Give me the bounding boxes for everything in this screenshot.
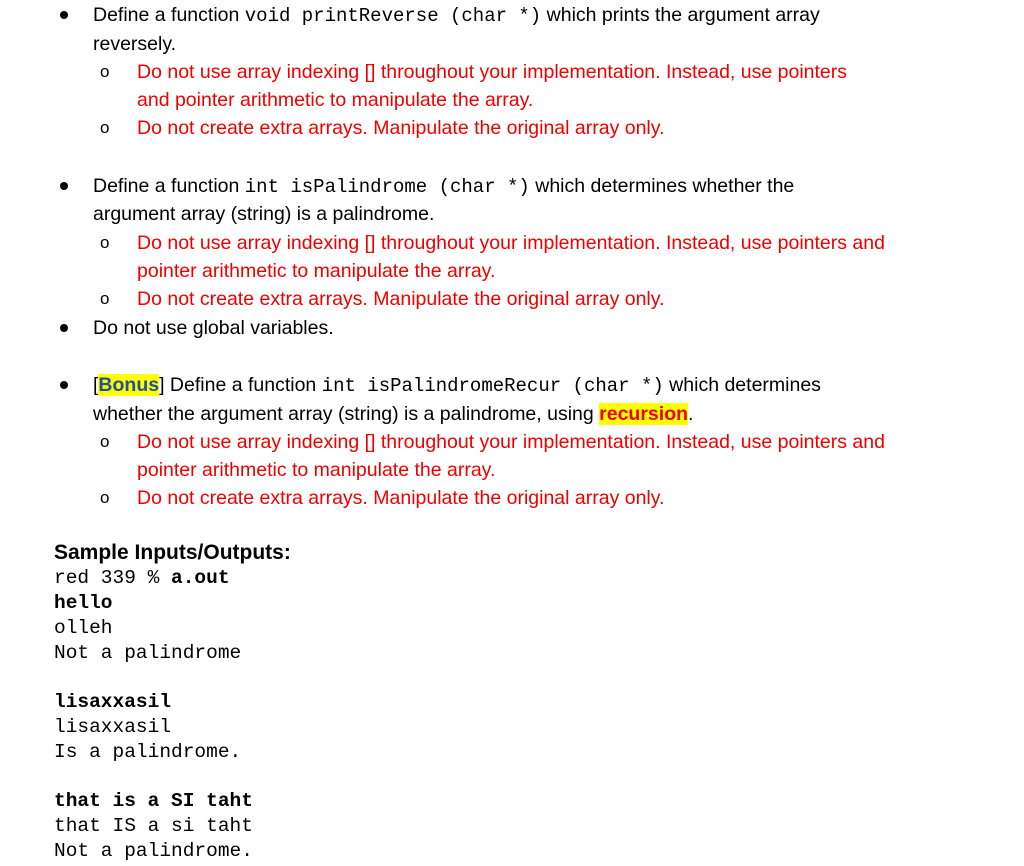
section2-line1 bbox=[93, 172, 794, 201]
text: Define a function bbox=[93, 175, 245, 197]
sub-bullet: o bbox=[100, 118, 110, 137]
text: red 339 % bbox=[54, 567, 172, 589]
command: a.out bbox=[171, 567, 230, 589]
section3-line2 bbox=[93, 400, 693, 428]
section2-sub1-line2: pointer arithmetic to manipulate the array. bbox=[137, 260, 496, 282]
text: Define a function bbox=[164, 374, 322, 396]
text: ] bbox=[159, 374, 165, 396]
sample-output-1b: Not a palindrome bbox=[54, 642, 242, 664]
sub-bullet: o bbox=[100, 432, 110, 451]
text: which determines bbox=[663, 374, 821, 396]
section2-line2: argument array (string) is a palindrome. bbox=[93, 203, 435, 225]
bullet bbox=[60, 324, 68, 332]
sub-bullet: o bbox=[100, 289, 110, 308]
bonus-highlight: Bonus bbox=[98, 374, 160, 396]
text: . bbox=[688, 403, 694, 425]
sample-input-3: that is a SI taht bbox=[54, 790, 253, 812]
section1-line1 bbox=[93, 1, 820, 30]
sample-output-3b: Not a palindrome. bbox=[54, 840, 253, 862]
section3-sub1-line2: pointer arithmetic to manipulate the array. bbox=[137, 459, 496, 481]
text: [ bbox=[93, 374, 99, 396]
text: which determines whether the bbox=[529, 175, 795, 197]
sample-heading: Sample Inputs/Outputs: bbox=[54, 541, 291, 564]
text: Define a function bbox=[93, 4, 245, 26]
section2-sub2: Do not create extra arrays. Manipulate the original array only. bbox=[137, 288, 665, 310]
bullet bbox=[60, 381, 68, 389]
section2-sub1-line1: Do not use array indexing [] throughout your implementation. Instead, use pointers and bbox=[137, 232, 885, 254]
sub-bullet: o bbox=[100, 233, 110, 252]
sub-bullet: o bbox=[100, 488, 110, 507]
sample-prompt bbox=[54, 566, 230, 591]
bullet bbox=[60, 11, 68, 19]
sample-output-1a: olleh bbox=[54, 617, 113, 639]
section3-sub2: Do not create extra arrays. Manipulate the original array only. bbox=[137, 487, 665, 509]
sample-output-3a: that IS a si taht bbox=[54, 815, 253, 837]
sample-input-1: hello bbox=[54, 592, 113, 614]
sample-input-2: lisaxxasil bbox=[54, 691, 172, 713]
section1-line2: reversely. bbox=[93, 33, 177, 55]
bullet bbox=[60, 182, 68, 190]
section3-sub1-line1: Do not use array indexing [] throughout your implementation. Instead, use pointers and bbox=[137, 431, 885, 453]
text: which prints the argument array bbox=[541, 4, 820, 26]
section3-line1 bbox=[93, 371, 821, 400]
sample-output-2a: lisaxxasil bbox=[54, 716, 172, 738]
recursion-highlight: recursion bbox=[599, 403, 689, 425]
section1-sub2: Do not create extra arrays. Manipulate the original array only. bbox=[137, 117, 665, 139]
section1-sub1-line2: and pointer arithmetic to manipulate the array. bbox=[137, 89, 534, 111]
sample-output-2b: Is a palindrome. bbox=[54, 741, 242, 763]
section1-sub1-line1: Do not use array indexing [] throughout your implementation. Instead, use pointers bbox=[137, 61, 847, 83]
section2-bullet3: Do not use global variables. bbox=[93, 317, 334, 339]
code-signature: int isPalindrome (char *) bbox=[244, 176, 530, 198]
code-signature: int isPalindromeRecur (char *) bbox=[321, 375, 664, 397]
sub-bullet: o bbox=[100, 62, 110, 81]
code-signature: void printReverse (char *) bbox=[244, 5, 542, 27]
text: whether the argument array (string) is a palindrome, using bbox=[93, 403, 600, 425]
